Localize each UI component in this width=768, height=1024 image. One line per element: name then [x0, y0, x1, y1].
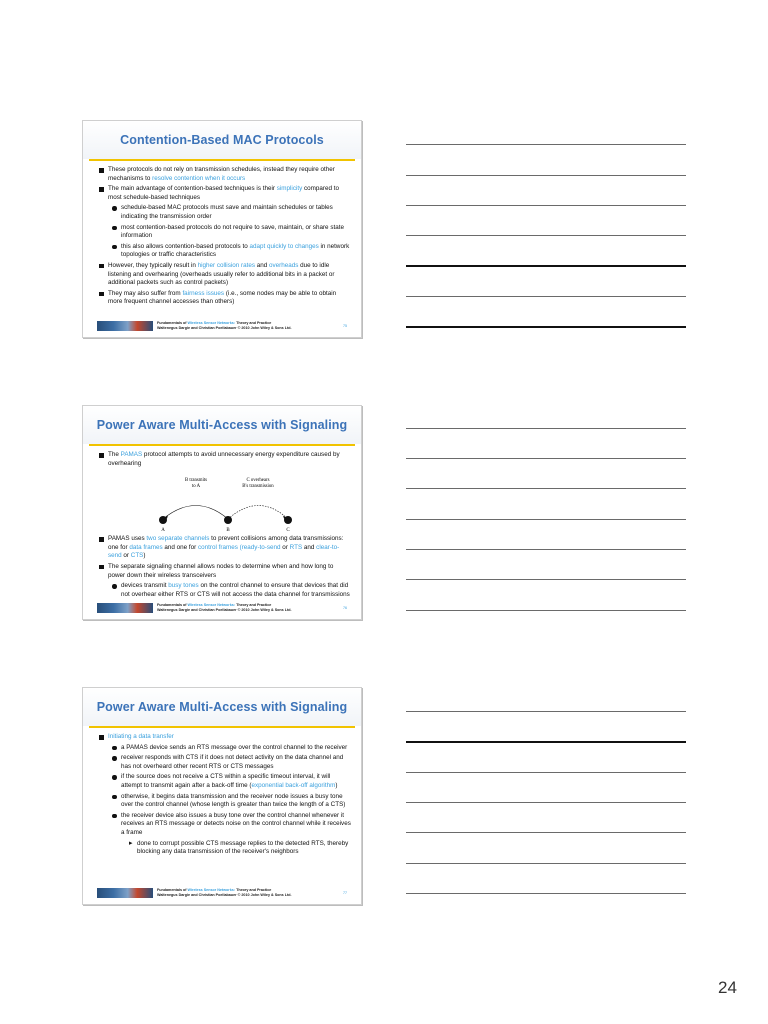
- slide-footer: [97, 602, 347, 613]
- bullet-item: Initiating a data transfer: [97, 733, 351, 742]
- slide-number: 77: [343, 890, 347, 895]
- transmission-arc-right: [228, 506, 288, 520]
- slide-body: [83, 446, 361, 599]
- label-to-a: to A: [191, 484, 201, 490]
- slide-1: [82, 120, 362, 338]
- notes-line: [406, 832, 686, 833]
- bullet-item: receiver responds with CTS if it does not detect activity on the data channel and has not overheard other recent RTS or CTS messages: [97, 754, 351, 771]
- slide-2: [82, 405, 362, 620]
- pamas-overhearing-diagram: [97, 470, 351, 532]
- label-b-transmission: B's transmission: [242, 484, 274, 490]
- node-label-b: B: [226, 528, 230, 533]
- node-label-c: C: [286, 528, 290, 533]
- bullet-item: These protocols do not rely on transmission schedules, instead they require other mechanisms to resolve contention when it occurs: [97, 166, 351, 183]
- bullet-item: However, they typically result in higher collision rates and overheads due to idle listening and overhearing (overheads usually refer to additional bits in a packet or additional packets such as control packets): [97, 262, 351, 288]
- bullet-item: a PAMAS device sends an RTS message over the control channel to the receiver: [97, 744, 351, 753]
- slide-number: 75: [343, 323, 347, 328]
- book-logo: [97, 603, 153, 613]
- slide-footer: [97, 887, 347, 898]
- bullet-item: schedule-based MAC protocols must save and maintain schedules or tables indicating the transmission order: [97, 204, 351, 221]
- bullet-item: otherwise, it begins data transmission and the receiver node issues a busy tone over the control channel (whose length is greater than twice the length of a CTS): [97, 793, 351, 810]
- footer-credit: Fundamentals of Wireless Sensor Networks: Theory and Practice Waltenegus Dargie and Christian Poellabauer © 2010 John Wiley & Sons Ltd.: [157, 888, 292, 897]
- node-b: [224, 516, 232, 524]
- notes-line: [406, 428, 686, 429]
- footer-credit: Fundamentals of Wireless Sensor Networks: Theory and Practice Waltenegus Dargie and Christian Poellabauer © 2010 John Wiley & Sons Ltd.: [157, 321, 292, 330]
- book-logo: [97, 888, 153, 898]
- bullet-item: most contention-based protocols do not require to save, maintain, or share state information: [97, 224, 351, 241]
- slide-footer: [97, 320, 347, 331]
- notes-line: [406, 235, 686, 236]
- bullet-item: The separate signaling channel allows nodes to determine when and how long to power down their wireless transceivers: [97, 563, 351, 580]
- page-number: 24: [718, 978, 737, 997]
- notes-line: [406, 326, 686, 328]
- notes-line: [406, 579, 686, 580]
- notes-line: [406, 488, 686, 489]
- notes-line: [406, 610, 686, 611]
- notes-line: [406, 175, 686, 176]
- slide-title: Power Aware Multi-Access with Signaling: [83, 406, 361, 444]
- bullet-item: ▸ done to corrupt possible CTS message replies to the detected RTS, thereby blocking any data transmission of the receiver's neighbors: [97, 840, 351, 857]
- notes-line: [406, 893, 686, 894]
- slide-number: 76: [343, 605, 347, 610]
- notes-line: [406, 549, 686, 550]
- notes-line: [406, 205, 686, 206]
- notes-line: [406, 458, 686, 459]
- notes-line: [406, 144, 686, 145]
- bullet-item: The main advantage of contention-based techniques is their simplicity compared to most schedule-based techniques: [97, 185, 351, 202]
- node-label-a: A: [161, 528, 165, 533]
- bullet-item: PAMAS uses two separate channels to prevent collisions among data transmissions: one for data frames and one for control frames (ready-to-send or RTS and clear-to-send or CTS): [97, 535, 351, 561]
- label-c-overhears: C overhears: [246, 478, 270, 484]
- notes-line: [406, 863, 686, 864]
- node-c: [284, 516, 292, 524]
- notes-line: [406, 265, 686, 267]
- bullet-item: if the source does not receive a CTS within a specific timeout interval, it will attempt to transmit again after a back-off time (exponential back-off algorithm): [97, 773, 351, 790]
- footer-credit: Fundamentals of Wireless Sensor Networks: Theory and Practice Waltenegus Dargie and Christian Poellabauer © 2010 John Wiley & Sons Ltd.: [157, 603, 292, 612]
- bullet-item: the receiver device also issues a busy tone over the control channel whenever it receives an RTS message or detects noise on the control channel while it receives a frame: [97, 812, 351, 838]
- slide-body: [83, 161, 361, 307]
- notes-line: [406, 711, 686, 712]
- notes-line: [406, 772, 686, 773]
- bullet-item: devices transmit busy tones on the control channel to ensure that devices that did not overhear either RTS or CTS will not access the data channel for transmissions: [97, 582, 351, 599]
- slide-title: Contention-Based MAC Protocols: [83, 121, 361, 159]
- label-b-transmits: B transmits: [185, 478, 207, 484]
- notes-line: [406, 802, 686, 803]
- slide-title: Power Aware Multi-Access with Signaling: [83, 688, 361, 726]
- bullet-item: this also allows contention-based protocols to adapt quickly to changes in network topologies or traffic characteristics: [97, 243, 351, 260]
- notes-line: [406, 741, 686, 743]
- node-a: [159, 516, 167, 524]
- notes-line: [406, 519, 686, 520]
- bullet-item: The PAMAS protocol attempts to avoid unnecessary energy expenditure caused by overhearing: [97, 451, 351, 468]
- notes-line: [406, 296, 686, 297]
- slide-3: [82, 687, 362, 905]
- slide-body: [83, 728, 361, 857]
- transmission-arc-left: [163, 506, 228, 520]
- bullet-item: They may also suffer from fairness issues (i.e., some nodes may be able to obtain more frequent channel accesses than others): [97, 290, 351, 307]
- book-logo: [97, 321, 153, 331]
